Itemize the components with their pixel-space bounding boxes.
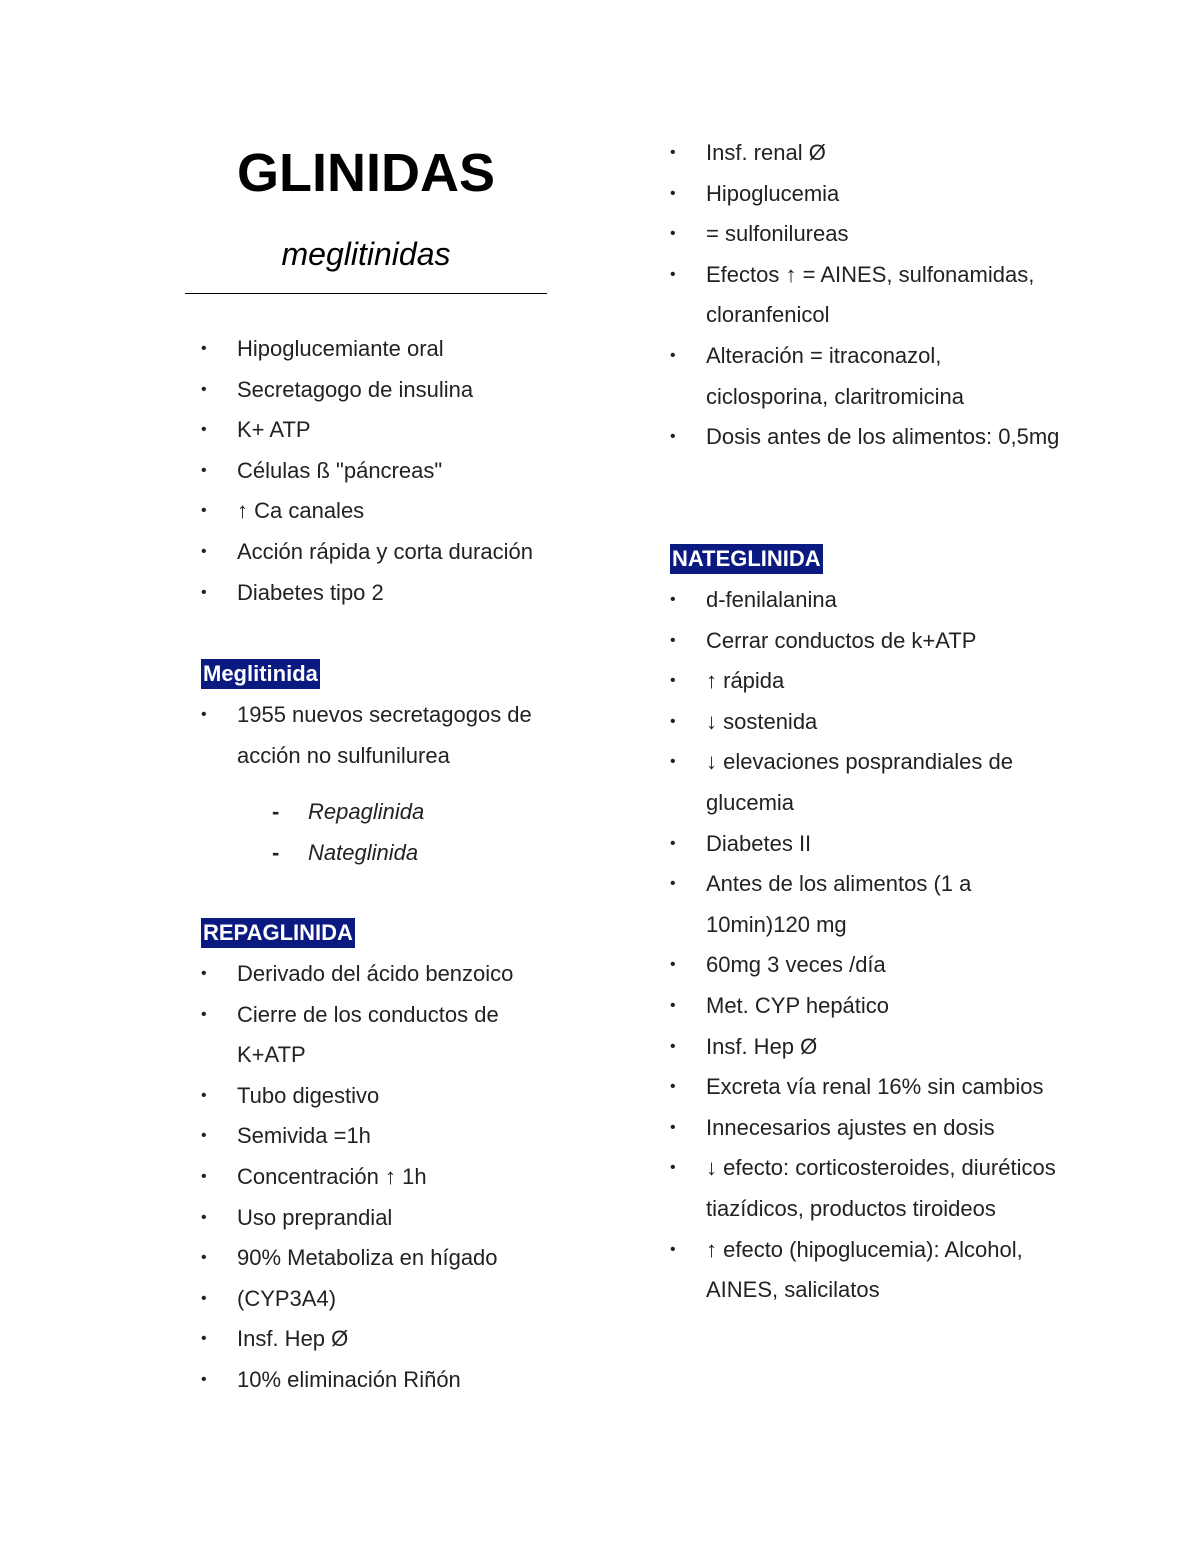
bullet-icon: • <box>670 672 676 690</box>
list-item: • d-fenilalanina <box>654 580 1074 621</box>
section-heading-repaglinida: REPAGLINIDA <box>201 918 355 948</box>
bullet-icon: • <box>201 1289 207 1307</box>
title-divider <box>185 293 547 294</box>
bullet-icon: • <box>670 428 676 446</box>
list-item: • ↓ sostenida <box>654 702 1074 743</box>
list-item: • Hipoglucemia <box>654 174 1054 215</box>
list-item: • Diabetes II <box>654 824 1074 865</box>
bullet-icon: • <box>670 875 676 893</box>
list-item: • Células ß "páncreas" <box>185 451 585 492</box>
repaglinida-section <box>185 954 585 1401</box>
bullet-icon: • <box>201 461 207 479</box>
nateglinida-heading-wrap <box>670 544 823 574</box>
intro-list <box>185 329 585 613</box>
list-item: • ↑ efecto (hipoglucemia): Alcohol, AINES, salicilatos <box>654 1230 1051 1311</box>
bullet-icon: • <box>201 1249 207 1267</box>
bullet-icon: • <box>201 1370 207 1388</box>
list-item: • Tubo digestivo <box>185 1076 585 1117</box>
bullet-icon: • <box>670 753 676 771</box>
list-item: • Secretagogo de insulina <box>185 370 585 411</box>
section-heading-nateglinida: NATEGLINIDA <box>670 544 823 574</box>
list-item: • Excreta vía renal 16% sin cambios <box>654 1067 1051 1108</box>
list-item: • Innecesarios ajustes en dosis <box>654 1108 1074 1149</box>
list-item: • Cierre de los conductos de K+ATP <box>185 995 537 1076</box>
bullet-icon: • <box>670 265 676 283</box>
dash-icon: - <box>272 839 280 865</box>
repaglinida-heading-wrap <box>201 918 355 948</box>
bullet-icon: • <box>670 184 676 202</box>
bullet-icon: • <box>670 591 676 608</box>
list-item: • Derivado del ácido benzoico <box>185 954 585 995</box>
bullet-icon: • <box>670 1159 676 1177</box>
list-item: • Antes de los alimentos (1 a 10min)120 mg <box>654 864 1051 945</box>
list-item: • (CYP3A4) <box>185 1279 585 1320</box>
list-item: • Dosis antes de los alimentos: 0,5mg <box>654 417 1076 458</box>
list-item: • Efectos ↑ = AINES, sulfonamidas, cloranfenicol <box>654 255 1046 336</box>
meglitinida-sublist <box>185 792 585 873</box>
repaglinida-continued-list <box>654 133 1060 458</box>
bullet-icon: • <box>201 1005 207 1023</box>
list-item: • Alteración = itraconazol, ciclosporina, claritromicina <box>654 336 1046 417</box>
bullet-icon: • <box>201 1330 207 1348</box>
bullet-icon: • <box>201 380 207 398</box>
bullet-icon: • <box>201 1127 207 1145</box>
dash-icon: - <box>272 799 280 824</box>
nateglinida-list <box>654 580 1074 1311</box>
list-item: • Insf. renal Ø <box>654 133 1054 174</box>
list-item: • ↑ rápida <box>654 661 1074 702</box>
list-item: • = sulfonilureas <box>654 214 1054 255</box>
bullet-icon: • <box>670 1118 676 1136</box>
list-item: • 1955 nuevos secretagogos de acción no sulfunilurea <box>185 695 567 776</box>
list-item: • Hipoglucemiante oral <box>185 329 585 370</box>
bullet-icon: • <box>201 706 207 723</box>
list-item: - Nateglinida <box>185 833 585 874</box>
list-item: • Semivida =1h <box>185 1116 585 1157</box>
bullet-icon: • <box>670 225 676 243</box>
nateglinida-section <box>654 580 1074 1311</box>
section-heading-meglitinida: Meglitinida <box>201 659 320 689</box>
bullet-icon: • <box>201 1208 207 1226</box>
list-item: • ↓ elevaciones posprandiales de glucemia <box>654 742 1066 823</box>
list-item: - Repaglinida <box>185 792 585 833</box>
bullet-icon: • <box>670 144 676 161</box>
repaglinida-list <box>185 954 585 1401</box>
document-subtitle: meglitinidas <box>281 236 451 272</box>
meglitinida-list <box>185 695 585 776</box>
list-item: • Insf. Hep Ø <box>654 1027 1074 1068</box>
bullet-icon: • <box>670 631 676 649</box>
repaglinida-continued-section <box>654 133 1060 458</box>
bullet-icon: • <box>670 996 676 1014</box>
bullet-icon: • <box>670 1037 676 1055</box>
meglitinida-sublist-wrap <box>185 792 585 873</box>
bullet-icon: • <box>201 583 207 601</box>
bullet-icon: • <box>670 1078 676 1096</box>
bullet-icon: • <box>201 965 207 982</box>
bullet-icon: • <box>201 1086 207 1104</box>
bullet-icon: • <box>201 542 207 560</box>
bullet-icon: • <box>201 340 207 357</box>
list-item: • 10% eliminación Riñón <box>185 1360 585 1401</box>
bullet-icon: • <box>670 956 676 974</box>
meglitinida-section <box>185 695 585 776</box>
list-item: • Cerrar conductos de k+ATP <box>654 621 1074 662</box>
list-item: • K+ ATP <box>185 410 585 451</box>
bullet-icon: • <box>670 346 676 364</box>
list-item: • Diabetes tipo 2 <box>185 573 585 614</box>
list-item: • Uso preprandial <box>185 1198 585 1239</box>
bullet-icon: • <box>201 1167 207 1185</box>
intro-section <box>185 329 585 613</box>
list-item: • ↑ Ca canales <box>185 491 585 532</box>
list-item: • 60mg 3 veces /día <box>654 945 1074 986</box>
bullet-icon: • <box>201 421 207 439</box>
list-item: • Met. CYP hepático <box>654 986 1074 1027</box>
list-item: • 90% Metaboliza en hígado <box>185 1238 585 1279</box>
bullet-icon: • <box>670 834 676 852</box>
bullet-icon: • <box>670 712 676 730</box>
bullet-icon: • <box>201 502 207 520</box>
document-title: GLINIDAS <box>236 143 495 203</box>
list-item: • ↓ efecto: corticosteroides, diuréticos tiazídicos, productos tiroideos <box>654 1148 1086 1229</box>
bullet-icon: • <box>670 1240 676 1258</box>
meglitinida-heading-wrap <box>201 659 320 689</box>
list-item: • Acción rápida y corta duración <box>185 532 585 573</box>
list-item: • Concentración ↑ 1h <box>185 1157 585 1198</box>
list-item: • Insf. Hep Ø <box>185 1319 585 1360</box>
